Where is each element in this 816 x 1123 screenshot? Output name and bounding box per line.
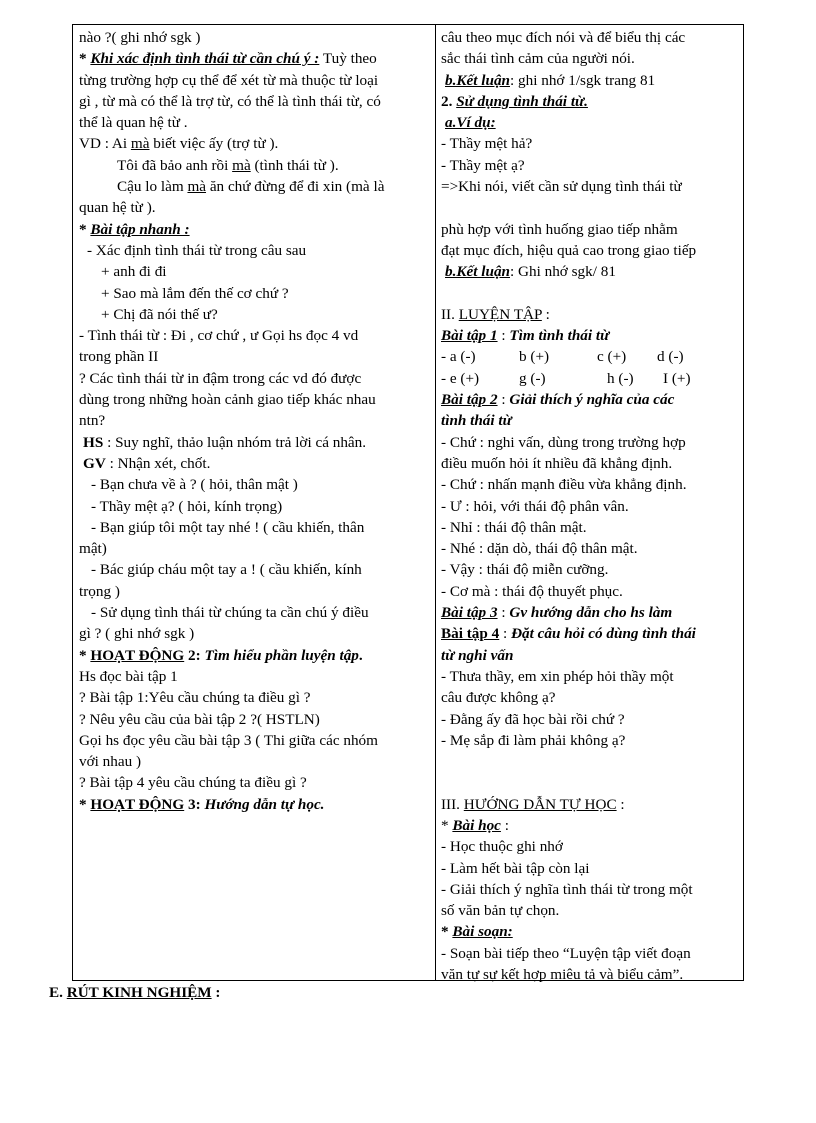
- exercise-heading: * Bài tập nhanh :: [79, 220, 190, 238]
- text-line: + anh đi đi: [101, 263, 167, 281]
- text-line: từng trường hợp cụ thể để xét từ mà thuộc từ loại: [79, 71, 379, 89]
- column-divider: [435, 25, 436, 980]
- text-line: GV : Nhận xét, chốt.: [83, 454, 211, 472]
- blank-line: [441, 197, 741, 218]
- example-heading: a.Ví dụ:: [445, 114, 496, 132]
- text-line: - Nhé : dặn dò, thái độ thân mật.: [441, 540, 638, 558]
- text-line: gì , từ mà có thể là trợ từ, có thể là tình thái từ, có: [79, 92, 381, 110]
- blank-line: [441, 772, 741, 793]
- exercise-heading: Bài tập 2 : Giải thích ý nghĩa của các: [441, 391, 675, 409]
- subsection-heading: * Bài soạn:: [441, 923, 513, 941]
- text-line: câu theo mục đích nói và để biểu thị các: [441, 29, 686, 46]
- text-line: HS : Suy nghĩ, thảo luận nhóm trả lời cá nhân.: [83, 433, 367, 451]
- text-line: nào ?( ghi nhớ sgk ): [79, 29, 201, 46]
- text-line: ? Bài tập 1:Yêu cầu chúng ta điều gì ?: [79, 689, 311, 707]
- text-line: - Thầy mệt ạ? ( hỏi, kính trọng): [91, 497, 283, 515]
- text-line: - Mẹ sắp đi làm phải không ạ?: [441, 731, 626, 749]
- text-line: - Học thuộc ghi nhớ: [441, 838, 563, 856]
- text-line: mật): [79, 540, 107, 558]
- conclusion-line: b.Kết luận: ghi nhớ 1/sgk trang 81: [445, 71, 656, 89]
- text-line: số văn bản tự chọn.: [441, 902, 560, 920]
- blank-line: [441, 283, 741, 304]
- text-line: - Thầy mệt ạ?: [441, 156, 525, 174]
- text-line: - Thầy mệt hả?: [441, 135, 533, 153]
- text-line: - Chứ : nhấn mạnh điều vừa khẳng định.: [441, 476, 687, 494]
- conclusion-line: b.Kết luận: Ghi nhớ sgk/ 81: [445, 263, 616, 281]
- text-line: với nhau ): [79, 753, 142, 771]
- example-line: VD : Ai mà biết việc ấy (trợ từ ).: [79, 135, 279, 153]
- text-line: - Tình thái từ : Đi , cơ chứ , ư Gọi hs đọc 4 vd: [79, 327, 359, 345]
- text-line: - Vậy : thái độ miễn cưỡng.: [441, 561, 609, 579]
- text-line: quan hệ từ ).: [79, 199, 156, 217]
- text-line: đạt mục đích, hiệu quả cao trong giao tiếp: [441, 241, 697, 259]
- exercise-heading-cont: tình thái từ: [441, 412, 512, 430]
- answer-cell: g (-): [519, 369, 546, 387]
- text-line: - Làm hết bài tập còn lại: [441, 859, 590, 877]
- answer-cell: d (-): [657, 348, 684, 366]
- text-line: phù hợp với tình huống giao tiếp nhằm: [441, 220, 678, 238]
- text-line: ntn?: [79, 412, 106, 430]
- exercise-heading: Bài tập 4 : Đặt câu hỏi có dùng tình thái: [441, 625, 696, 643]
- exercise-heading-cont: từ nghi vấn: [441, 646, 514, 664]
- text-line: - Giải thích ý nghĩa tình thái từ trong một: [441, 880, 693, 898]
- example-line: Tôi đã bảo anh rồi mà (tình thái từ ).: [117, 156, 339, 174]
- answer-cell: I (+): [663, 369, 691, 387]
- text-line: điều muốn hỏi ít nhiều đã khẳng định.: [441, 454, 673, 472]
- text-line: - Bác giúp cháu một tay a ! ( cầu khiến, kính: [91, 561, 362, 579]
- answer-cell: - e (+): [441, 369, 480, 387]
- answer-cell: - a (-): [441, 348, 476, 366]
- exercise-heading: Bài tập 1 : Tìm tình thái từ: [441, 327, 610, 345]
- text-line: =>Khi nói, viết cần sử dụng tình thái từ: [441, 178, 682, 196]
- text-line: trong phần II: [79, 348, 159, 366]
- answer-row: [441, 368, 741, 389]
- lesson-table: [72, 24, 744, 984]
- text-line: sắc thái tình cảm của người nói.: [441, 50, 635, 68]
- text-line: ? Bài tập 4 yêu cầu chúng ta điều gì ?: [79, 774, 307, 792]
- text-line: câu được không ạ?: [441, 689, 556, 707]
- text-line: thể là quan hệ từ .: [79, 114, 188, 132]
- text-line: - Bạn chưa về à ? ( hỏi, thân mật ): [91, 476, 298, 494]
- text-line: - Sử dụng tình thái từ chúng ta cần chú ý điều: [91, 604, 369, 622]
- section-heading: III. HƯỚNG DẪN TỰ HỌC :: [441, 795, 625, 813]
- text-line: - Ư : hỏi, với thái độ phân vân.: [441, 497, 629, 515]
- activity-heading: * HOẠT ĐỘNG 3: Hướng dẫn tự học.: [79, 795, 325, 813]
- blank-line: [441, 751, 741, 772]
- text-line: dùng trong những hoàn cảnh giao tiếp khác nhau: [79, 391, 376, 409]
- text-line: + Chị đã nói thế ư?: [101, 305, 218, 323]
- text-line: - Soạn bài tiếp theo “Luyện tập viết đoạn: [441, 944, 691, 962]
- subsection-heading: * Bài học :: [441, 816, 509, 834]
- text-line: - Nhỉ : thái độ thân mật.: [441, 518, 587, 536]
- note-heading: * Khi xác định tình thái từ cần chú ý : Tuỳ theo: [79, 50, 377, 68]
- activity-heading: * HOẠT ĐỘNG 2: Tìm hiểu phần luyện tập.: [79, 646, 363, 664]
- text-line: - Thưa thầy, em xin phép hỏi thầy một: [441, 667, 674, 685]
- text-line: - Đằng ấy đã học bài rồi chứ ?: [441, 710, 625, 728]
- text-line: trọng ): [79, 582, 120, 600]
- answer-cell: c (+): [597, 348, 627, 366]
- text-line: gì ? ( ghi nhớ sgk ): [79, 625, 195, 643]
- text-line: - Bạn giúp tôi một tay nhé ! ( cầu khiến, thân: [91, 518, 365, 536]
- text-line: Gọi hs đọc yêu cầu bài tập 3 ( Thi giữa các nhóm: [79, 731, 378, 749]
- example-line: Cậu lo làm mà ăn chứ đừng để đi xin (mà là: [117, 178, 385, 196]
- text-line: ? Nêu yêu cầu của bài tập 2 ?( HSTLN): [79, 710, 320, 728]
- answer-cell: h (-): [607, 369, 634, 387]
- text-line: + Sao mà lắm đến thế cơ chứ ?: [101, 284, 289, 302]
- right-column: [441, 27, 741, 985]
- section-heading: 2. Sử dụng tình thái từ.: [441, 92, 588, 110]
- text-line: - Xác định tình thái từ trong câu sau: [87, 241, 307, 259]
- answer-row: [441, 346, 741, 367]
- text-line: - Chứ : nghi vấn, dùng trong trường hợp: [441, 433, 686, 451]
- answer-cell: b (+): [519, 348, 550, 366]
- section-heading: II. LUYỆN TẬP :: [441, 305, 550, 323]
- text-line: Hs đọc bài tập 1: [79, 667, 178, 685]
- section-e-heading: E. RÚT KINH NGHIỆM :: [49, 984, 221, 1001]
- text-line: - Cơ mà : thái độ thuyết phục.: [441, 582, 623, 600]
- text-line: văn tự sự kết hợp miêu tả và biểu cảm”.: [441, 966, 684, 984]
- left-column: [79, 27, 429, 815]
- exercise-heading: Bài tập 3 : Gv hướng dẫn cho hs làm: [441, 604, 673, 622]
- text-line: ? Các tình thái từ in đậm trong các vd đó được: [79, 369, 362, 387]
